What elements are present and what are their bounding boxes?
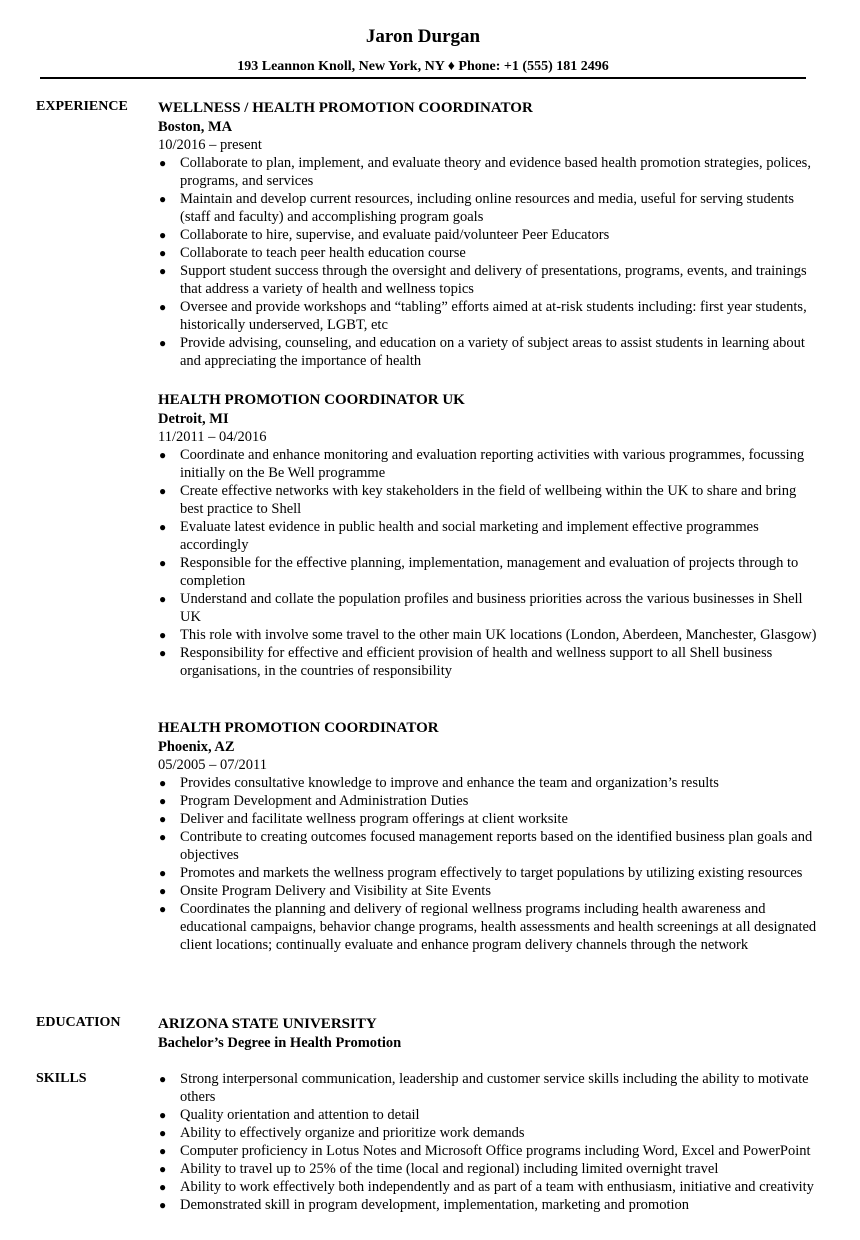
contact-line: 193 Leannon Knoll, New York, NY ♦ Phone: +1 (555) 181 2496 [237, 59, 609, 74]
bullet-icon: ● [159, 264, 167, 278]
list-item: ● Demonstrated skill in program development, implementation, marketing and promotion [159, 1197, 690, 1213]
list-item: ● Promotes and markets the wellness program effectively to target populations by utilizing existing resources [159, 865, 803, 881]
bullet-icon: ● [159, 830, 167, 844]
list-item: ● Deliver and facilitate wellness program offerings at client worksite [159, 811, 568, 827]
list-item: ● Support student success through the oversight and delivery of presentations, programs, events, and trainings that address a variety of health and wellness topics [159, 263, 807, 297]
list-item: ● Collaborate to plan, implement, and evaluate theory and evidence based health promotion strategies, polices, programs, and services [159, 155, 811, 189]
job-location: Boston, MA [158, 119, 233, 135]
job-entry [158, 718, 818, 954]
bullet-icon: ● [159, 246, 167, 260]
list-item: ● Evaluate latest evidence in public health and social marketing and implement effective programmes accordingly [159, 519, 759, 553]
list-item: ● Provides consultative knowledge to improve and enhance the team and organization’s results [159, 775, 719, 791]
job-entry [158, 98, 818, 370]
bullet-icon: ● [159, 1126, 167, 1140]
list-item: ● Understand and collate the population profiles and business priorities across the various businesses in Shell UK [159, 591, 803, 625]
list-item: ● Responsible for the effective planning, implementation, management and evaluation of projects through to completion [159, 555, 799, 589]
education-entry [158, 1014, 818, 1052]
job-title: HEALTH PROMOTION COORDINATOR UK [158, 392, 465, 408]
list-item: ● Computer proficiency in Lotus Notes and Microsoft Office programs including Word, Excel and PowerPoint [159, 1143, 811, 1159]
bullet-icon: ● [159, 646, 167, 660]
skills-section-label: SKILLS [36, 1071, 87, 1086]
bullet-icon: ● [159, 448, 167, 462]
list-item: ● This role with involve some travel to the other main UK locations (London, Aberdeen, Manchester, Glasgow) [159, 627, 817, 643]
list-item: ● Maintain and develop current resources, including online resources and media, useful for serving students (staff and faculty) and accomplishing program goals [159, 191, 795, 225]
bullet-icon: ● [159, 776, 167, 790]
job-location: Phoenix, AZ [158, 739, 235, 755]
experience-section-label: EXPERIENCE [36, 99, 128, 114]
bullet-icon: ● [159, 1198, 167, 1212]
candidate-name: Jaron Durgan [365, 26, 481, 47]
list-item: ● Ability to travel up to 25% of the time (local and regional) including limited overnight travel [159, 1161, 719, 1177]
list-item: ● Program Development and Administration Duties [159, 793, 469, 809]
job-bullet-list [158, 446, 818, 680]
bullet-icon: ● [159, 192, 167, 206]
list-item: ● Ability to work effectively both independently and as part of a team with enthusiasm, initiative and creativity [159, 1179, 814, 1195]
bullet-icon: ● [159, 1108, 167, 1122]
degree-name: Bachelor’s Degree in Health Promotion [158, 1035, 402, 1051]
bullet-icon: ● [159, 336, 167, 350]
job-dates: 10/2016 – present [158, 137, 262, 153]
list-item: ● Responsibility for effective and efficient provision of health and wellness support to all Shell business organisations, in the countries of responsibility [159, 645, 773, 679]
bullet-icon: ● [159, 1180, 167, 1194]
list-item: ● Collaborate to hire, supervise, and evaluate paid/volunteer Peer Educators [159, 227, 610, 243]
job-dates: 11/2011 – 04/2016 [158, 429, 267, 445]
school-name: ARIZONA STATE UNIVERSITY [158, 1016, 377, 1032]
job-location: Detroit, MI [158, 411, 229, 427]
job-bullet-list [158, 774, 818, 954]
list-item: ● Strong interpersonal communication, leadership and customer service skills including the ability to motivate others [159, 1071, 809, 1105]
job-title: HEALTH PROMOTION COORDINATOR [158, 720, 439, 736]
bullet-icon: ● [159, 1072, 167, 1086]
bullet-icon: ● [159, 628, 167, 642]
bullet-icon: ● [159, 228, 167, 242]
list-item: ● Quality orientation and attention to detail [159, 1107, 420, 1123]
list-item: ● Provide advising, counseling, and education on a variety of subject areas to assist students in learning about and appreciating the importance of health [159, 335, 805, 369]
job-dates: 05/2005 – 07/2011 [158, 757, 268, 773]
list-item: ● Create effective networks with key stakeholders in the field of wellbeing within the UK to share and bring best practice to Shell [159, 483, 797, 517]
list-item: ● Contribute to creating outcomes focused management reports based on the identified business plan goals and objectives [159, 829, 813, 863]
job-bullet-list [158, 154, 818, 370]
bullet-icon: ● [159, 556, 167, 570]
skills-list [158, 1070, 818, 1214]
bullet-icon: ● [159, 156, 167, 170]
bullet-icon: ● [159, 884, 167, 898]
bullet-icon: ● [159, 300, 167, 314]
job-entry [158, 390, 818, 680]
bullet-icon: ● [159, 1144, 167, 1158]
list-item: ● Collaborate to teach peer health education course [159, 245, 466, 261]
education-section-label: EDUCATION [36, 1015, 121, 1030]
bullet-icon: ● [159, 520, 167, 534]
skills-entry [158, 1070, 818, 1214]
list-item: ● Onsite Program Delivery and Visibility at Site Events [159, 883, 491, 899]
bullet-icon: ● [159, 1162, 167, 1176]
bullet-icon: ● [159, 484, 167, 498]
list-item: ● Coordinates the planning and delivery of regional wellness programs including health awareness and educational campaigns, behavior change programs, health assessments and health screenings at all designated client locations; continually evaluate and enhance program delivery channels through the network [159, 901, 817, 953]
bullet-icon: ● [159, 794, 167, 808]
list-item: ● Ability to effectively organize and prioritize work demands [159, 1125, 525, 1141]
list-item: ● Oversee and provide workshops and “tabling” efforts aimed at at-risk students including: first year students, historically underserved, LGBT, etc [159, 299, 807, 333]
bullet-icon: ● [159, 812, 167, 826]
bullet-icon: ● [159, 902, 167, 916]
header-divider [40, 77, 806, 79]
job-title: WELLNESS / HEALTH PROMOTION COORDINATOR [158, 100, 533, 116]
list-item: ● Coordinate and enhance monitoring and evaluation reporting activities with various programmes, focussing initially on the Be Well programme [159, 447, 805, 481]
bullet-icon: ● [159, 866, 167, 880]
bullet-icon: ● [159, 592, 167, 606]
